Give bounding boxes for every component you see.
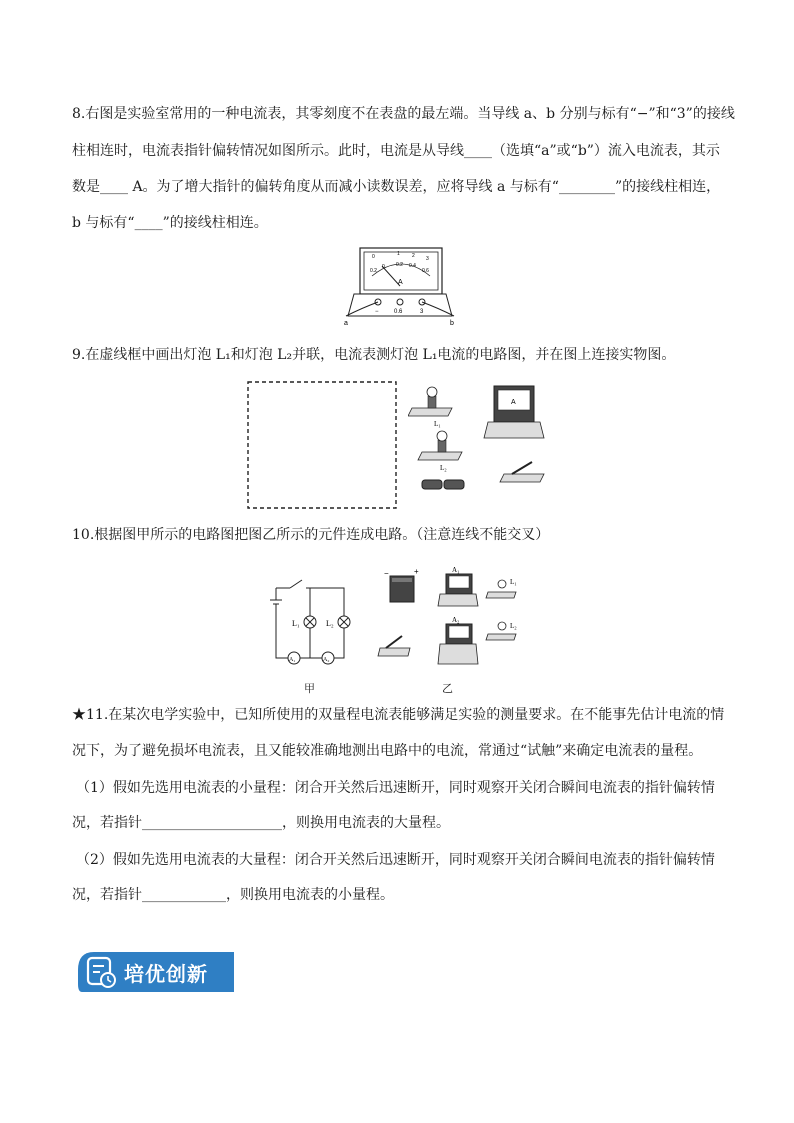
tick-3: 0.4 [409, 263, 416, 269]
wire-a-label: a [344, 320, 348, 327]
q10-caption-yi: 乙 [442, 683, 453, 695]
q10-parts-l1: L₁ [510, 578, 517, 586]
q10-lamp-l2-symbol [326, 616, 350, 628]
q10-a2: A₂ [323, 657, 330, 663]
q10-parts-l2: L₂ [510, 622, 517, 630]
q10-ammeter-a1 [438, 566, 478, 606]
q8-line-4: b 与标有“____”的接线柱相连。 [72, 215, 268, 231]
tick-4: 0.6 [422, 268, 429, 274]
document-clock-icon [88, 958, 115, 987]
q9-bulb-l1 [408, 387, 452, 428]
q11-line-2: 况下，为了避免损坏电流表，且又能较准确地测出电路中的电流，常通过“试触”来确定电流表的量程。 [72, 743, 703, 759]
tick-0: 0.2 [370, 268, 377, 274]
q10-l2: L₂ [326, 619, 334, 628]
q10-parts-a2: A₂ [452, 616, 460, 624]
q11-line-6: 况，若指针____________，则换用电流表的小量程。 [72, 887, 394, 903]
q9-l1-label: L₁ [434, 420, 441, 428]
wire-b-label: b [450, 320, 454, 327]
q10-a2-symbol [322, 652, 334, 664]
q8-line-2: 柱相连时，电流表指针偏转情况如图所示。此时，电流是从导线____（选填“a”或“b”）流入电流表，其示 [72, 143, 720, 159]
terminal-label-minus: − [375, 309, 379, 315]
q9-ammeter [484, 386, 544, 438]
q9-bulb-l2 [418, 431, 462, 472]
q10-lamp-l1-symbol [292, 616, 316, 628]
q10-text: 10.根据图甲所示的电路图把图乙所示的元件连成电路。（注意连线不能交叉） [72, 527, 550, 543]
top-tick-0: 0 [372, 254, 375, 260]
q11-line-1: ★11.在某次电学实验中，已知所使用的双量程电流表能够满足实验的测量要求。在不能事先估计电流的情 [72, 707, 725, 723]
q10-parts-a1: A₁ [452, 566, 460, 574]
q11-line-3: （1）假如先选用电流表的小量程：闭合开关然后迅速断开，同时观察开关闭合瞬间电流表的指针偏转情 [76, 780, 715, 796]
top-tick-2: 2 [412, 253, 415, 259]
q10-l1: L₁ [292, 619, 300, 628]
q9-l2-label: L₂ [440, 464, 447, 472]
q8-ammeter-figure [342, 246, 458, 328]
terminal-06 [397, 299, 403, 305]
q9-dashed-box [246, 380, 398, 510]
q9-battery [422, 480, 464, 489]
terminal-label-06: 0.6 [394, 309, 403, 315]
q10-components [376, 566, 536, 670]
q10-caption-jia: 甲 [304, 683, 315, 695]
section-banner [78, 950, 234, 992]
q9-text: 9.在虚线框中画出灯泡 L₁和灯泡 L₂并联，电流表测灯泡 L₁电流的电路图，并在图上连接实物图。 [72, 347, 676, 363]
q9-ammeter-label: A [511, 399, 516, 406]
top-tick-1: 1 [397, 251, 400, 257]
q10-switch [378, 636, 410, 656]
top-tick-3: 3 [426, 256, 429, 262]
q11-line-5: （2）假如先选用电流表的大量程：闭合开关然后迅速断开，同时观察开关闭合瞬间电流表的指针偏转情 [76, 852, 715, 868]
q10-lamp-l1 [486, 578, 517, 598]
q10-minus: − [384, 569, 389, 578]
meter-unit: A [398, 279, 403, 286]
q11-line-4: 况，若指针____________________，则换用电流表的大量程。 [72, 815, 450, 831]
q10-circuit-diagram [262, 572, 362, 668]
q10-a1-symbol [288, 652, 300, 664]
q10-battery [384, 567, 419, 602]
q10-lamp-l2 [486, 622, 517, 640]
q8-line-3: 数是____ A。为了增大指针的偏转角度从而减小读数误差，应将导线 a 与标有“________”的接线柱相连， [72, 179, 721, 195]
q9-components [408, 382, 558, 494]
q10-a1: A₁ [289, 657, 296, 663]
tick-2: 0.2 [396, 262, 403, 268]
tick-1: 0 [382, 264, 385, 270]
banner-title: 培优创新 [124, 962, 208, 986]
q10-ammeter-a2 [438, 616, 478, 664]
q9-switch [500, 462, 544, 482]
q10-plus: + [414, 567, 419, 576]
terminal-label-3: 3 [420, 309, 424, 315]
q8-line-1: 8.右图是实验室常用的一种电流表，其零刻度不在表盘的最左端。当导线 a、b 分别与标有“−”和“3”的接线 [72, 106, 735, 122]
